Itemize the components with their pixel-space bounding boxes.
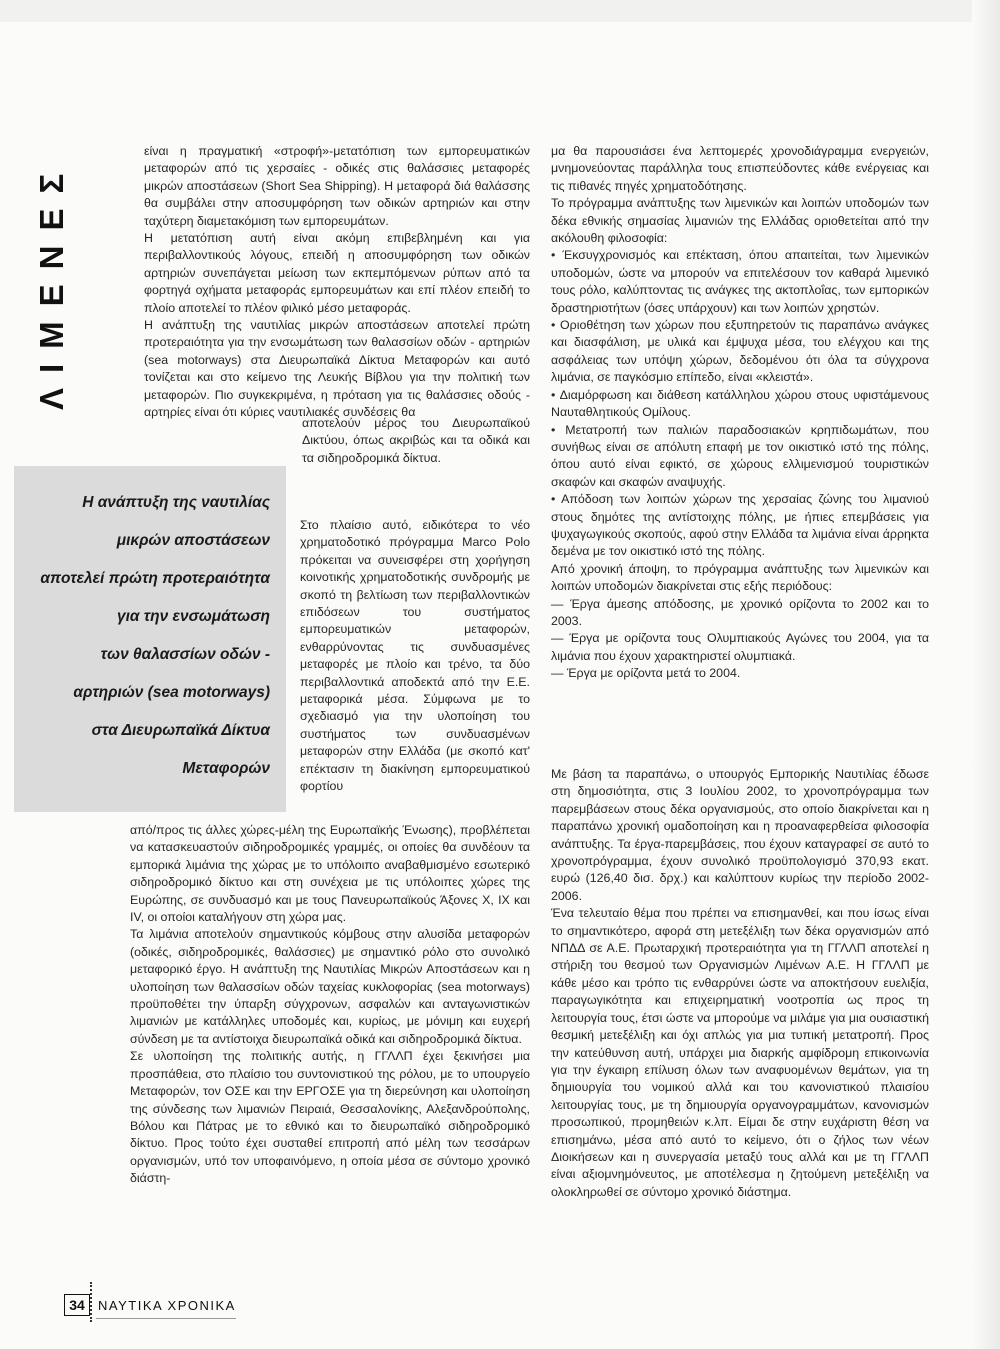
footer-rule: [96, 1318, 236, 1319]
pull-quote-line: Μεταφορών: [182, 760, 270, 777]
pull-quote-line: Η ανάπτυξη της ναυτιλίας: [82, 494, 270, 511]
section-title-vertical: [34, 128, 70, 410]
bullet-item: • Απόδοση των λοιπών χώρων της χερσαίας ζώνης του λιμανιού στους δημότες της αντίστοιχης πόλης, με ήπιες επεμβάσεις για ψυχαγωγικούς σκοπούς, αφού στην Ελλάδα τα λιμάνια είναι άρρηκτα δεμένα με τον οικιστικό ιστό της πόλης.: [551, 492, 929, 559]
pull-quote-line: αρτηριών (sea motorways): [73, 684, 270, 701]
paragraph: αποτελούν μέρος του Διευρωπαϊκού Δικτύου, όπως ακριβώς και τα οδικά και τα σιδηροδρομικά δίκτυα.: [302, 416, 530, 465]
paragraph: από/προς τις άλλες χώρες-μέλη της Ευρωπαϊκής Ένωσης), προβλέπεται να κατασκευαστούν σιδηροδρομικές γραμμές, οι οποίες θα συνδέουν τα εμπορικά λιμάνια της χώρας με το υπόλοιπο αναβαθμισμένο εσωτερικό σιδηροδρομικό δίκτυο και στη συνέχεια με τις υπόλοιπες χώρες της Ευρώπης, σε συνδυασμό και με τους Πανευρωπαϊκούς Άξονες Χ, ΙΧ και IV, οι οποίοι καταλήγουν στη χώρα μας.: [130, 823, 530, 925]
pull-quote-line: αποτελεί πρώτη προτεραιότητα: [40, 570, 270, 587]
bullet-item: • Οριοθέτηση των χώρων που εξυπηρετούν τις παραπάνω ανάγκες και διασφάλιση, με υλικά και έμψυχα μέσα, του ελέγχου και της ασφάλειας των υπόψη χώρων, δεδομένου ότι όλα τα σύγχρονα λιμάνια, σε παγκόσμιο επίπεδο, είναι «κλειστά».: [551, 318, 929, 385]
paragraph: Με βάση τα παραπάνω, ο υπουργός Εμπορικής Ναυτιλίας έδωσε στη δημοσιότητα, στις 3 Ιουλίου 2002, το χρονοπρόγραμμα των παρεμβάσεων στους δέκα οργανισμούς, στο οποίο διακρίνεται και η παραπάνω χρονική ομαδοποίηση και η προαναφερθείσα φιλοσοφία ανάπτυξης. Τα έργα-παρεμβάσεις, που έχουν καταγραφεί σε αυτό το χρονοπρόγραμμα, έχουν συνολικό προϋπολογισμό 370,93 εκατ. ευρώ (126,40 δισ. δρχ.) και καλύπτουν κυρίως την περίοδο 2002-2006.: [551, 767, 929, 903]
paragraph: Τα λιμάνια αποτελούν σημαντικούς κόμβους στην αλυσίδα μεταφορών (οδικές, σιδηροδρομικές, θαλάσσιες) με σημαντικό ρόλο στο συνολικό μεταφορικό έργο. Η ανάπτυξη της Ναυτιλίας Μικρών Αποστάσεων και η υλοποίηση των θαλασσίων οδών ταχείας κυκλοφορίας (sea motorways) προϋποθέτει την ύπαρξη σύγχρονων, ασφαλών και ανταγωνιστικών λιμανιών με κατάλληλες υποδομές και, κυρίως, με μόνιμη και ευχερή σύνδεση με τα αντίστοιχα διευρωπαϊκά οδικά και σιδηροδρομικά δίκτυα.: [130, 927, 530, 1046]
left-column-bottom: [130, 822, 530, 1188]
dash-item: — Έργα άμεσης απόδοσης, με χρονικό ορίζοντα το 2002 και το 2003.: [551, 596, 929, 628]
pull-quote-line: για την ενσωμάτωση: [116, 608, 270, 625]
pull-quote-line: των θαλασσίων οδών -: [100, 646, 270, 663]
right-column-bottom: [551, 766, 929, 1201]
paragraph: Η μετατόπιση αυτή είναι ακόμη επιβεβλημένη και για περιβαλλοντικούς λόγους, επειδή η αποσυμφόρηση των οδικών αρτηριών συνεπάγεται μείωση των εκπεμπόμενων ρύπων από τα φορτηγά οχήματα μεταφοράς εμπορευμάτων και επί πλέον επειδή το πλοίο αποτελεί το πλέον φιλικό μέσο μεταφοράς.: [144, 231, 530, 315]
scan-edge-right: [972, 0, 1000, 1349]
pull-quote-box: [14, 466, 286, 812]
bullet-item: • Μετατροπή των παλιών παραδοσιακών κρηπιδωμάτων, που συνήθως είναι σε απόλυτη επαφή με τον οικιστικό ιστό της πόλης, όπου αυτό είναι εφικτό, σε χώρους ελλιμενισμού τουριστικών σκαφών και σκαφών αναψυχής.: [551, 422, 929, 489]
paragraph: Σε υλοποίηση της πολιτικής αυτής, η ΓΓΛΛΠ έχει ξεκινήσει μια προσπάθεια, στο πλαίσιο του συντονιστικού της ρόλου, με το υπουργείο Μεταφορών, τον ΟΣΕ και την ΕΡΓΟΣΕ για τη διερεύνηση και υλοποίηση της σύνδεσης των λιμανιών Πειραιά, Θεσσαλονίκης, Αλεξανδρούπολης, Βόλου και Πάτρας με το εθνικό και το διευρωπαϊκό σιδηροδρομικό δίκτυο. Προς τούτο έχει συσταθεί επιτροπή από μέλη των τεσσάρων οργανισμών, υπό τον υποφαινόμενο, η οποία μέσα σε σύντομο χρονικό διάστη-: [130, 1049, 530, 1186]
paragraph: Από χρονική άποψη, το πρόγραμμα ανάπτυξης των λιμενικών και λοιπών υποδομών διακρίνεται στις εξής περιόδους:: [551, 561, 929, 594]
bullet-item: • Έκσυγχρονισμός και επέκταση, όπου απαιτείται, των λιμενικών υποδομών, ώστε να μπορούν να επιτελέσουν τον καθαρά λιμενικό τους ρόλο, καλύπτοντας τις ανάγκες της ακτοπλοΐας, των εμπορικών δραστηριοτήτων (όσες υπάρχουν) και των λοιπών χρηστών.: [551, 248, 929, 315]
dash-item: — Έργα με ορίζοντα μετά το 2004.: [551, 666, 741, 681]
left-column-narrow-2: [300, 517, 530, 796]
paragraph: Το πρόγραμμα ανάπτυξης των λιμενικών και λοιπών υποδομών των δέκα εθνικής σημασίας λιμανιών της Ελλάδας οριοθετείται από την ακόλουθη φιλοσοφία:: [551, 196, 929, 246]
section-title: ΛΙΜΕΝΕΣ: [33, 158, 70, 410]
dash-item: — Έργα με ορίζοντα τους Ολυμπιακούς Αγώνες του 2004, για τα λιμάνια που έχουν χαρακτηριστεί ολυμπιακά.: [551, 631, 929, 663]
scan-edge: [0, 0, 1000, 22]
paragraph: Η ανάπτυξη της ναυτιλίας μικρών αποστάσεων αποτελεί πρώτη προτεραιότητα για την ενσωμάτωση των θαλασσίων οδών - αρτηριών (sea motorways) στα Διευρωπαϊκά Δίκτυα Μεταφορών και αυτό τονίζεται και στο κείμενο της Λευκής Βίβλου για την πολιτική των μεταφορών. Πιο συγκεκριμένα, η πρόταση για τις θαλάσσιες οδούς - αρτηρίες είναι ότι κύριες ναυτιλιακές συνδέσεις θα: [144, 318, 530, 420]
paragraph: μα θα παρουσιάσει ένα λεπτομερές χρονοδιάγραμμα ενεργειών, μνημονεύοντας παράλληλα τους επισπεύδοντες κάθε ενέργειας και τις πιθανές πηγές χρηματοδότησης.: [551, 144, 929, 193]
right-column: [551, 143, 929, 683]
pull-quote-line: μικρών αποστάσεων: [116, 532, 270, 549]
footer-dotted-line: [90, 1282, 94, 1322]
page-number: 34: [64, 1294, 90, 1316]
paragraph: Στο πλαίσιο αυτό, ειδικότερα το νέο χρηματοδοτικό πρόγραμμα Marco Polo πρόκειται να συνεισφέρει στη χορήγηση κοινοτικής χρηματοδοτικής συνδρομής με σκοπό τη βελτίωση των περιβαλλοντικών επιδόσεων του συστήματος εμπορευματικών μεταφορών, ενθαρρύνοντας τις συνδυασμένες μεταφορές με πλοίο και τρένο, τα δύο περιβαλλοντικά αποδεκτά από την Ε.Ε. μεταφορικά μέσα. Σύμφωνα με το σχεδιασμό για την υλοποίηση του συστήματος των συνδυασμένων μεταφορών στην Ελλάδα (με σκοπό κατ' επέκτασιν τη διακίνηση εμπορευματικού φορτίου: [300, 518, 530, 794]
pull-quote-line: στα Διευρωπαϊκά Δίκτυα: [91, 722, 270, 739]
publication-title: ΝΑΥΤΙΚΑ ΧΡΟΝΙΚΑ: [98, 1298, 236, 1313]
paragraph: Ένα τελευταίο θέμα που πρέπει να επισημανθεί, και που ίσως είναι το σημαντικότερο, αφορά στη μετεξέλιξη των δέκα οργανισμών από ΝΠΔΔ σε Α.Ε. Πρωταρχική προτεραιότητα για τη ΓΓΛΛΠ αποτελεί η στήριξη του θεσμού των Οργανισμών Λιμένων Α.Ε. Η ΓΓΛΛΠ με κάθε μέσο και τρόπο τις ενθαρρύνει ώστε να αποκτήσουν ευελιξία, παραγωγικότητα και επιχειρηματική νοοτροπία ως προς τη λειτουργία τους, έτσι ώστε να μπορούμε να μιλάμε για μια ουσιαστική θεσμική μετεξέλιξη και όχι απλώς για μια τυπική μετατροπή. Προς την κατεύθυνση αυτή, υπάρχει μια διαρκής αμφίδρομη επικοινωνία για την έγκαιρη επίλυση όλων των αναφυομένων θεμάτων, για τη δημιουργία του νομικού αλλά και του κανονιστικού πλαισίου λειτουργίας τους, με τη δημιουργία οργανογραμμάτων, κανονισμών προσωπικού, προμηθειών κ.λπ. Είμαι δε στην ευχάριστη θέση να επισημάνω, μέσα από αυτό το κείμενο, ότι ο ζήλος των νέων Διοικήσεων και η συνεργασία μεταξύ τους αλλά και με τη ΓΓΛΛΠ είναι αξιομνημόνευτος, με αποτέλεσμα η ζητούμενη μετεξέλιξη να ολοκληρωθεί σε σύντομο χρονικό διάστημα.: [551, 906, 929, 1199]
left-column-top: [144, 143, 530, 422]
paragraph: είναι η πραγματική «στροφή»-μετατόπιση των εμπορευματικών μεταφορών από τις χερσαίες - οδικές στις θαλάσσιες μεταφορές μικρών αποστάσεων (Short Sea Shipping). Η μεταφορά διά θαλάσσης θα συμβάλει στην αποσυμφόρηση των οδικών αρτηριών και στην ταχύτερη διαμετακόμιση των εμπορευμάτων.: [144, 144, 530, 228]
left-column-narrow: [302, 415, 530, 467]
bullet-item: • Διαμόρφωση και διάθεση κατάλληλου χώρου στους υφιστάμενους Ναυταθλητικούς Ομίλους.: [551, 387, 929, 420]
